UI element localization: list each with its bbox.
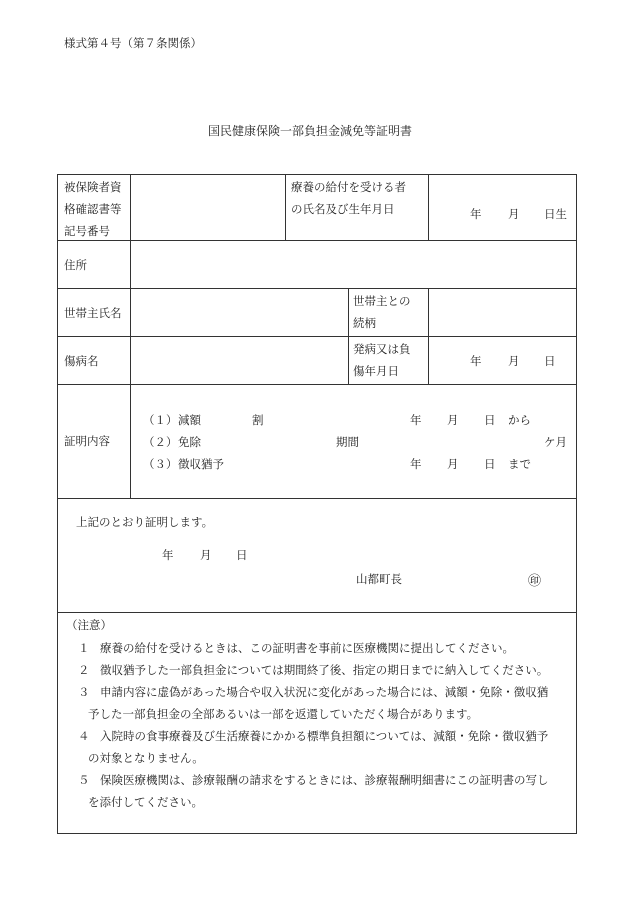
onset-year: 年 bbox=[470, 354, 482, 368]
cert-item-label: 免除 bbox=[178, 435, 201, 449]
row-divider bbox=[57, 240, 577, 241]
cert-month: 月 bbox=[447, 457, 459, 471]
note-number: １ bbox=[78, 641, 90, 655]
cert-day: 日 bbox=[484, 413, 496, 427]
note-text: 予した一部負担金の全部あるいは一部を返還していただく場合があります。 bbox=[88, 707, 479, 721]
cert-suffix: から bbox=[508, 413, 531, 427]
note-text: 入院時の食事療養及び生活療養にかかる標準負担額については、減額・免除・徴収猶予 bbox=[100, 729, 549, 743]
address-label: 住所 bbox=[64, 258, 87, 272]
cert-date-month: 月 bbox=[200, 548, 212, 562]
note-text: 保険医療機関は、診療報酬の請求をするときには、診療報酬明細書にこの証明書の写し bbox=[100, 773, 549, 787]
column-divider bbox=[428, 174, 429, 240]
note-number: ４ bbox=[78, 729, 90, 743]
birth-month: 月 bbox=[508, 207, 520, 221]
column-divider bbox=[130, 174, 131, 498]
note-text: 徴収猶予した一部負担金については期間終了後、指定の期日までに納入してください。 bbox=[100, 663, 549, 677]
note-text: の対象となりません。 bbox=[88, 751, 204, 765]
certification-statement: 上記のとおり証明します。 bbox=[76, 515, 214, 529]
cert-item-num: （２） bbox=[143, 435, 178, 449]
note-text: を添付してください。 bbox=[88, 795, 203, 809]
cert-date-day: 日 bbox=[236, 548, 248, 562]
exemption-period-label: 期間 bbox=[336, 435, 359, 449]
exemption-months: ケ月 bbox=[544, 435, 567, 449]
cert-suffix: まで bbox=[508, 457, 531, 471]
note-number: ３ bbox=[78, 685, 90, 699]
onset-label: 発病又は負 傷年月日 bbox=[353, 342, 411, 378]
insured-label: 被保険者資 格確認書等 記号番号 bbox=[64, 180, 122, 238]
birth-year: 年 bbox=[470, 207, 482, 221]
onset-month: 月 bbox=[508, 354, 520, 368]
cert-year: 年 bbox=[410, 457, 422, 471]
column-divider bbox=[285, 174, 286, 240]
cert-item-label: 徴収猶予 bbox=[178, 457, 224, 471]
note-text: 療養の給付を受けるときは、この証明書を事前に医療機関に提出してください。 bbox=[100, 641, 514, 655]
note-number: ２ bbox=[78, 663, 90, 677]
row-divider bbox=[57, 498, 577, 499]
birth-day: 日生 bbox=[544, 207, 567, 221]
row-divider bbox=[57, 612, 577, 613]
recipient-label: 療養の給付を受ける者 の氏名及び生年月日 bbox=[291, 180, 406, 216]
row-divider bbox=[57, 336, 577, 337]
note-number: ５ bbox=[78, 773, 90, 787]
illness-label: 傷病名 bbox=[64, 354, 99, 368]
cert-day: 日 bbox=[484, 457, 496, 471]
form-number: 様式第４号（第７条関係） bbox=[64, 36, 202, 50]
row-divider bbox=[57, 384, 577, 385]
notes-heading: （注意） bbox=[66, 618, 112, 632]
seal-mark: ㊞ bbox=[528, 574, 542, 589]
cert-label: 証明内容 bbox=[64, 434, 110, 448]
onset-day: 日 bbox=[544, 354, 556, 368]
cert-date-year: 年 bbox=[162, 548, 174, 562]
cert-item-num: （３） bbox=[143, 457, 178, 471]
issuer-title: 山都町長 bbox=[356, 572, 402, 586]
reduction-ratio: 割 bbox=[252, 413, 264, 427]
cert-item-num: （１） bbox=[143, 413, 178, 427]
column-divider bbox=[348, 288, 349, 384]
relation-label: 世帯主との 続柄 bbox=[353, 294, 411, 330]
column-divider bbox=[428, 288, 429, 384]
cert-item-label: 減額 bbox=[178, 413, 201, 427]
cert-month: 月 bbox=[447, 413, 459, 427]
page-title: 国民健康保険一部負担金減免等証明書 bbox=[208, 124, 413, 138]
row-divider bbox=[57, 288, 577, 289]
cert-year: 年 bbox=[410, 413, 422, 427]
household-head-label: 世帯主氏名 bbox=[64, 306, 122, 320]
note-text: 申請内容に虚偽があった場合や収入状況に変化があった場合には、減額・免除・徴収猶 bbox=[100, 685, 549, 699]
